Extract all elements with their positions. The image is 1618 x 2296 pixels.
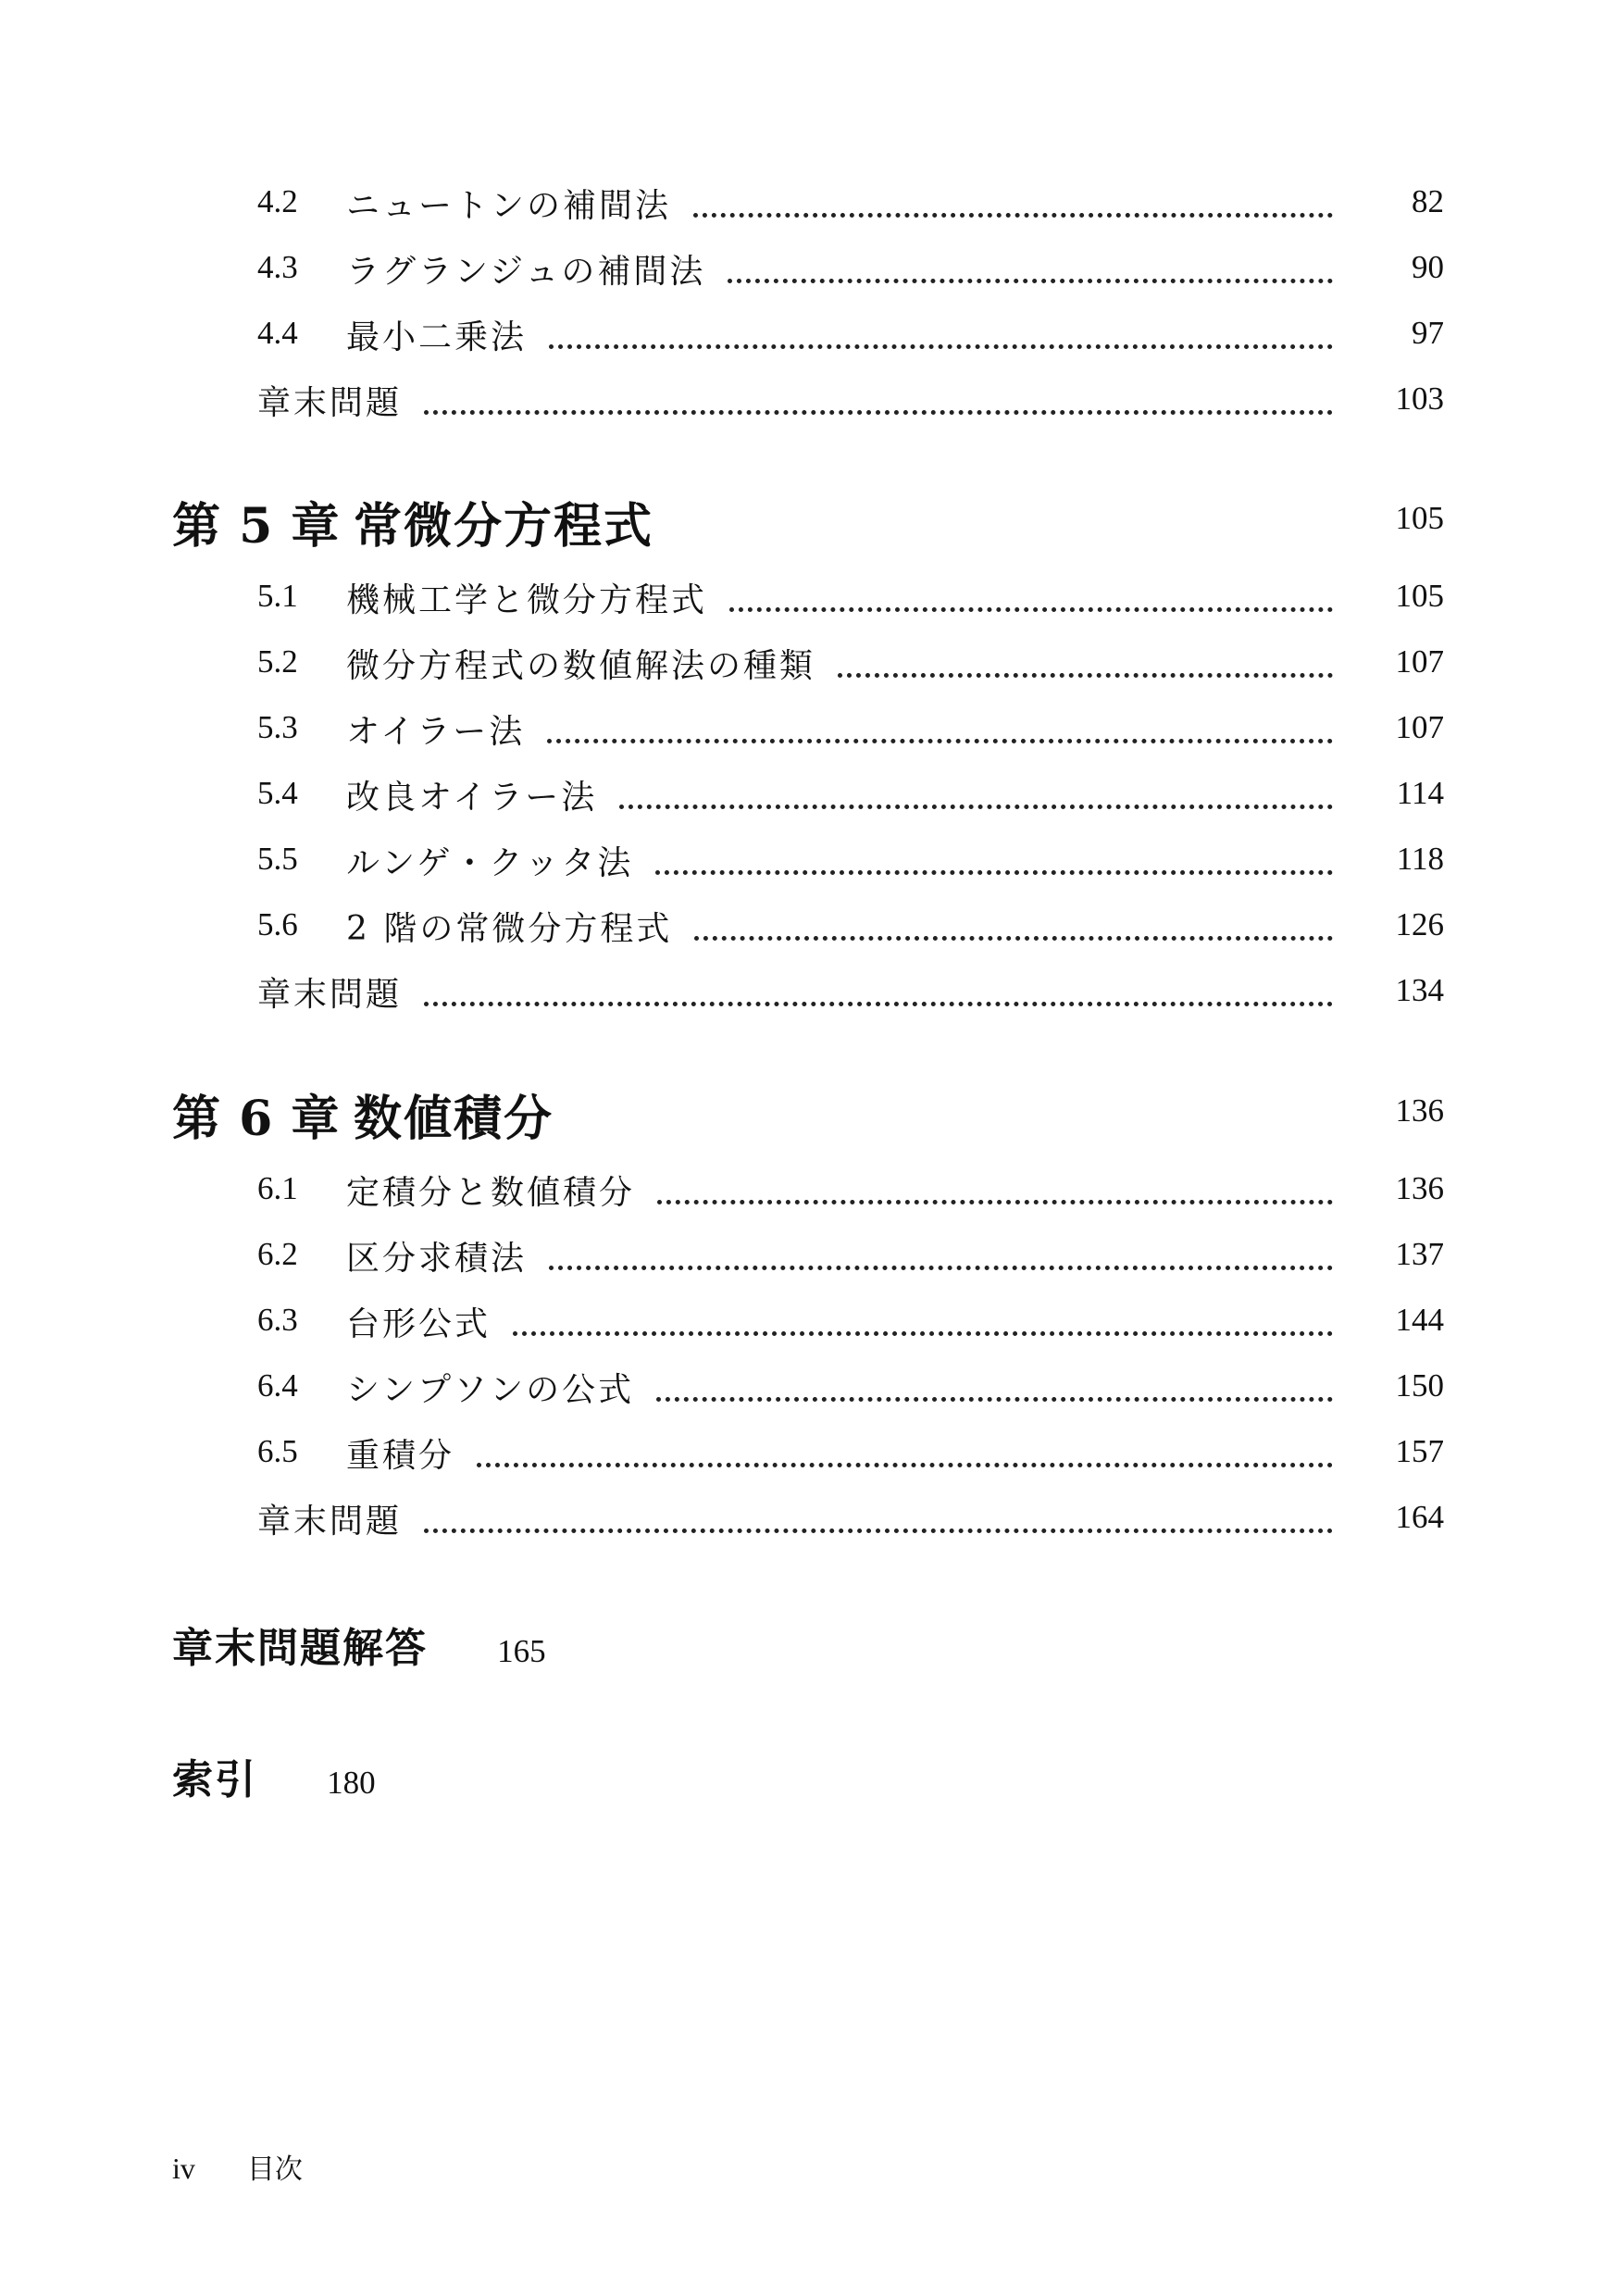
entry-page: 103 <box>1395 381 1444 417</box>
toc-entry[interactable] <box>257 1159 1444 1215</box>
dot-leader <box>728 251 1333 283</box>
entry-number: 5.2 <box>257 643 298 680</box>
entry-page: 157 <box>1395 1433 1444 1469</box>
entry-title: 章末問題 <box>257 384 403 422</box>
entry-number: 4.3 <box>257 249 298 285</box>
dot-leader <box>619 777 1333 809</box>
toc-entry[interactable] <box>257 764 1444 819</box>
toc-entry[interactable] <box>257 632 1444 688</box>
answers-title: 章末問題解答 <box>172 1625 428 1672</box>
toc-entry[interactable] <box>257 1225 1444 1280</box>
entry-number: 6.4 <box>257 1367 298 1404</box>
page-footer <box>172 2146 303 2187</box>
index-page: 180 <box>327 1765 376 1801</box>
dot-leader <box>424 974 1333 1006</box>
dot-leader <box>547 711 1333 743</box>
entry-page: 164 <box>1395 1499 1444 1535</box>
entry-page: 144 <box>1395 1302 1444 1338</box>
entry-number: 4.2 <box>257 183 298 219</box>
entry-title: 台形公式 <box>346 1305 492 1343</box>
chapter-page: 105 <box>1395 500 1444 536</box>
toc-entry[interactable] <box>257 961 1444 1017</box>
entry-title: 微分方程式の数値解法の種類 <box>346 647 816 685</box>
entry-title: 定積分と数値積分 <box>346 1174 636 1212</box>
dot-leader <box>424 382 1333 415</box>
dot-leader <box>729 580 1333 612</box>
entry-page: 114 <box>1396 775 1444 811</box>
entry-page: 126 <box>1395 906 1444 942</box>
dot-leader <box>424 1501 1333 1533</box>
chapter-page: 136 <box>1395 1092 1444 1129</box>
footer-page-number: iv <box>172 2152 195 2185</box>
toc-entry[interactable] <box>257 830 1444 885</box>
entry-title: 重積分 <box>346 1437 455 1475</box>
chapter-heading[interactable] <box>172 1079 1444 1154</box>
entry-title: シンプソンの公式 <box>346 1371 635 1409</box>
toc-entry[interactable] <box>257 1488 1444 1543</box>
entry-number: 5.1 <box>257 578 298 614</box>
dot-leader <box>657 1172 1333 1204</box>
entry-page: 90 <box>1412 249 1444 285</box>
entry-title: ルンゲ・クッタ法 <box>346 844 634 882</box>
entry-title: 章末問題 <box>257 976 403 1014</box>
index-heading[interactable] <box>172 1746 376 1820</box>
entry-page: 136 <box>1395 1170 1444 1206</box>
chapter-heading[interactable] <box>172 487 1444 561</box>
entry-page: 97 <box>1412 315 1444 351</box>
entry-title: ニュートンの補間法 <box>346 187 672 225</box>
footer-label: 目次 <box>246 2153 303 2186</box>
toc-entry[interactable] <box>257 698 1444 754</box>
dot-leader <box>549 317 1333 349</box>
dot-leader <box>513 1304 1333 1336</box>
toc-entry[interactable] <box>257 238 1444 293</box>
entry-title: 章末問題 <box>257 1503 403 1541</box>
entry-title: 機械工学と微分方程式 <box>346 581 708 619</box>
entry-page: 134 <box>1395 972 1444 1008</box>
dot-leader <box>477 1435 1333 1467</box>
entry-title: ラグランジュの補間法 <box>346 253 706 291</box>
answers-heading[interactable] <box>172 1615 546 1689</box>
entry-page: 118 <box>1396 841 1444 877</box>
dot-leader <box>656 1369 1333 1402</box>
entry-number: 6.5 <box>257 1433 298 1469</box>
toc-entry[interactable] <box>257 895 1444 951</box>
entry-number: 6.3 <box>257 1302 298 1338</box>
toc-entry[interactable] <box>257 1291 1444 1346</box>
answers-page: 165 <box>497 1633 546 1669</box>
entry-title: 2 階の常微分方程式 <box>346 910 673 948</box>
dot-leader <box>838 645 1333 678</box>
chapter-label: 第 5 章 <box>172 498 341 555</box>
entry-number: 5.3 <box>257 709 298 745</box>
entry-title: オイラー法 <box>346 713 526 751</box>
entry-number: 5.4 <box>257 775 298 811</box>
toc-entry[interactable] <box>257 369 1444 425</box>
toc-entry[interactable] <box>257 304 1444 359</box>
dot-leader <box>549 1238 1333 1270</box>
entry-page: 107 <box>1395 643 1444 680</box>
index-title: 索引 <box>172 1756 257 1803</box>
dot-leader <box>694 908 1333 941</box>
entry-page: 105 <box>1395 578 1444 614</box>
entry-number: 4.4 <box>257 315 298 351</box>
toc-entry[interactable] <box>257 567 1444 622</box>
entry-number: 6.2 <box>257 1236 298 1272</box>
entry-number: 5.5 <box>257 841 298 877</box>
toc-entry[interactable] <box>257 172 1444 228</box>
entry-page: 150 <box>1395 1367 1444 1404</box>
dot-leader <box>693 185 1333 218</box>
entry-number: 5.6 <box>257 906 298 942</box>
dot-leader <box>655 842 1333 875</box>
entry-number: 6.1 <box>257 1170 298 1206</box>
entry-title: 最小二乗法 <box>346 318 528 356</box>
entry-page: 82 <box>1412 183 1444 219</box>
toc-entry[interactable] <box>257 1356 1444 1412</box>
entry-page: 137 <box>1395 1236 1444 1272</box>
entry-title: 区分求積法 <box>346 1240 528 1278</box>
chapter-title: 常微分方程式 <box>354 498 654 555</box>
chapter-label: 第 6 章 <box>172 1091 341 1147</box>
entry-title: 改良オイラー法 <box>346 779 598 817</box>
entry-page: 107 <box>1395 709 1444 745</box>
chapter-title: 数値積分 <box>354 1091 554 1147</box>
toc-entry[interactable] <box>257 1422 1444 1478</box>
